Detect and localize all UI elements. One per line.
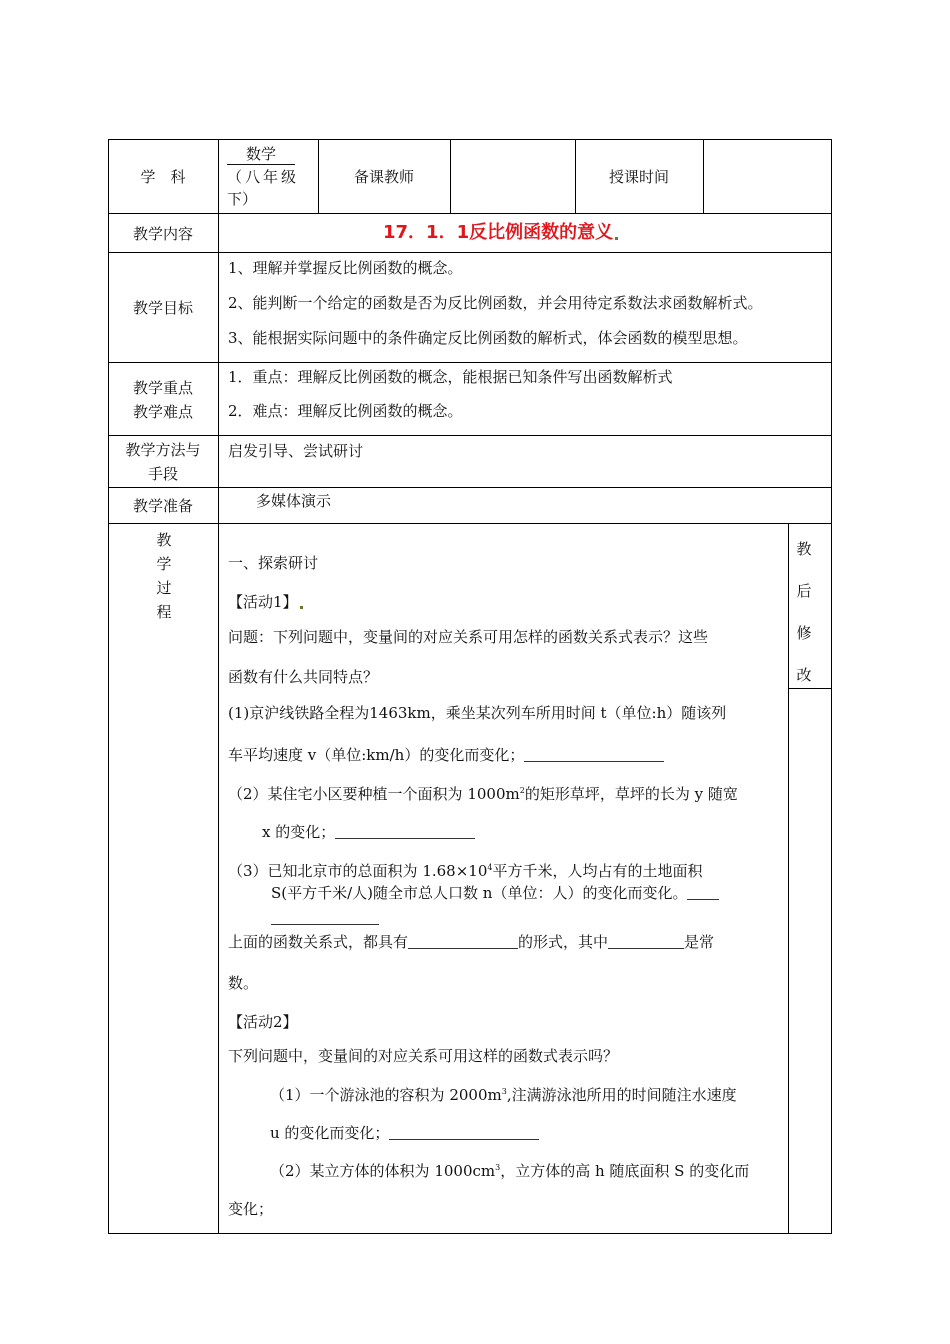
a2-q2-line: 变化； xyxy=(228,1200,274,1218)
subject-name: 数学 xyxy=(227,144,295,165)
a2-question: 下列问题中，变量间的对应关系可用这样的函数式表示吗？ xyxy=(228,1047,619,1065)
q3-line xyxy=(228,858,702,881)
q2-text-a: （2）某住宅小区要种植一个面积为 1000m xyxy=(228,785,520,803)
title-mark xyxy=(615,237,618,240)
keypoint-item: 1．重点：理解反比例函数的概念，能根据已知条件写出函数解析式 xyxy=(228,368,673,386)
question-line: 函数有什么共同特点？ xyxy=(228,668,379,686)
subject-grade-end: 下） xyxy=(227,190,258,208)
summary-text-b: 的形式，其中 xyxy=(518,933,609,951)
revise-label-char: 修 xyxy=(796,624,812,642)
keypoint-label: 教学重点 xyxy=(132,379,193,397)
process-label-char: 教 xyxy=(156,531,172,549)
difficulty-item: 2．难点：理解反比例函数的概念。 xyxy=(228,402,463,420)
process-label-char: 学 xyxy=(156,555,172,573)
question-line: 问题：下列问题中，变量间的对应关系可用怎样的函数关系式表示？这些 xyxy=(228,628,709,646)
answer-blank xyxy=(608,934,684,949)
answer-blank xyxy=(271,910,379,925)
revise-label-char: 改 xyxy=(796,666,812,684)
process-label xyxy=(154,528,174,624)
summary-line: 数。 xyxy=(228,974,259,992)
a2-q1-text-a: （1）一个游泳池的容积为 2000m xyxy=(270,1086,502,1104)
q3-text: S(平方千米/人)随全市总人口数 n（单位：人）的变化而变化。 xyxy=(271,884,688,902)
summary-line xyxy=(228,932,714,952)
q1-line: (1)京沪线铁路全程为1463km，乘坐某次列车所用时间 t（单位:h）随该列 xyxy=(228,704,727,722)
revise-label-char: 教 xyxy=(796,540,812,558)
q2-text-b: 的矩形草坪，草坪的长为 y 随宽 xyxy=(524,785,738,803)
subject-grade: （八年级 xyxy=(227,168,300,186)
process-label-char: 过 xyxy=(156,579,172,597)
a2-q2-line xyxy=(270,1158,749,1181)
time-label: 授课时间 xyxy=(608,168,669,186)
process-label-char: 程 xyxy=(156,603,172,621)
q3-text-a: （3）已知北京市的总面积为 1.68×10 xyxy=(228,862,488,880)
methods-value: 启发引导、尝试研讨 xyxy=(228,442,364,460)
revise-label-char: 后 xyxy=(796,582,812,600)
difficulty-label: 教学难点 xyxy=(132,403,193,421)
q2-sup: 2 xyxy=(519,786,525,795)
revise-label xyxy=(794,528,814,696)
a2-q2-text-b: ，立方体的高 h 随底面积 S 的变化而 xyxy=(500,1162,750,1180)
a2-q2-sup: 3 xyxy=(495,1163,501,1172)
summary-text-c: 是常 xyxy=(684,933,715,951)
q3-blank-line xyxy=(271,908,379,928)
teacher-label: 备课教师 xyxy=(353,168,414,186)
a2-q1-text-b: ,注满游泳池所用的时间随注水速度 xyxy=(506,1086,737,1104)
q1-line xyxy=(228,745,664,765)
summary-text-a: 上面的函数关系式，都具有 xyxy=(228,933,409,951)
activity1-text: 【活动1】 xyxy=(228,593,298,611)
methods-label: 教学方法与 xyxy=(125,441,201,459)
goal-item: 1、理解并掌握反比例函数的概念。 xyxy=(228,259,463,277)
a2-q1-line xyxy=(270,1123,539,1143)
subject-value xyxy=(227,144,317,165)
q1-text: 车平均速度 v（单位:km/h）的变化而变化； xyxy=(228,746,525,764)
prep-value: 多媒体演示 xyxy=(256,492,332,510)
a2-q2-text-a: （2）某立方体的体积为 1000cm xyxy=(270,1162,496,1180)
q3-sup: 4 xyxy=(487,863,493,872)
q2-text: x 的变化； xyxy=(262,823,336,841)
answer-blank xyxy=(408,934,518,949)
subject-label: 学 科 xyxy=(140,168,186,186)
answer-blank xyxy=(335,824,475,839)
answer-blank xyxy=(524,747,664,762)
goal-item: 3、能根据实际问题中的条件确定反比例函数的解析式，体会函数的模型思想。 xyxy=(228,329,748,347)
goals-label: 教学目标 xyxy=(132,299,193,317)
activity2-heading: 【活动2】 xyxy=(228,1013,298,1031)
q2-line xyxy=(262,822,475,842)
activity1-mark xyxy=(300,606,303,609)
methods-label-cont: 手段 xyxy=(147,465,178,483)
q2-line xyxy=(228,781,738,804)
answer-blank xyxy=(389,1125,539,1140)
answer-blank xyxy=(687,885,719,900)
activity1-heading xyxy=(228,592,303,612)
q3-line xyxy=(271,883,719,903)
a2-q1-line xyxy=(270,1082,737,1105)
prep-label: 教学准备 xyxy=(132,497,193,515)
section-heading: 一、探索研讨 xyxy=(228,554,319,572)
a2-q1-text: u 的变化而变化； xyxy=(270,1124,390,1142)
a2-q1-sup: 3 xyxy=(501,1087,507,1096)
goal-item: 2、能判断一个给定的函数是否为反比例函数，并会用待定系数法求函数解析式。 xyxy=(228,294,763,312)
lesson-title xyxy=(383,218,618,244)
lesson-title-text: 17．1．1反比例函数的意义 xyxy=(383,222,614,243)
content-label: 教学内容 xyxy=(132,225,193,243)
q3-text-b: 平方千米，人均占有的土地面积 xyxy=(492,862,703,880)
